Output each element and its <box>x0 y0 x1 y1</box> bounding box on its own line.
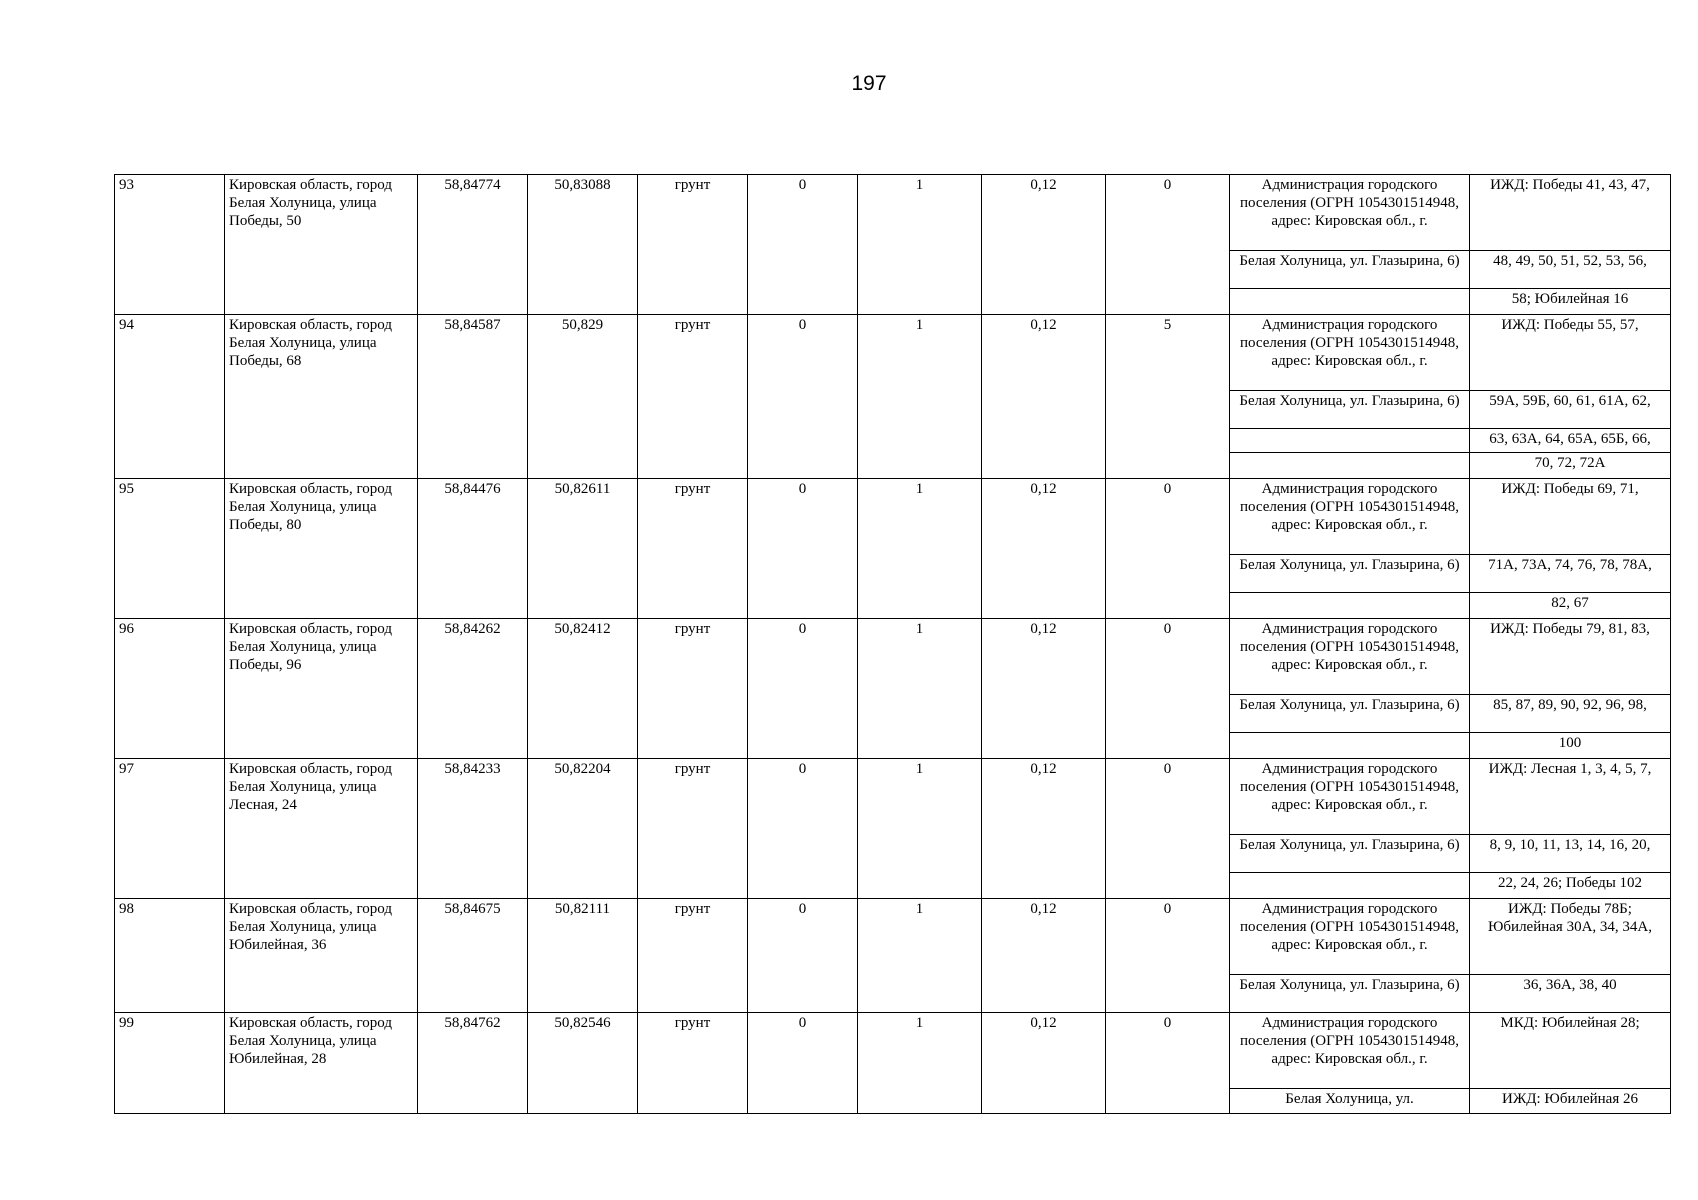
cell-surface: грунт <box>638 759 748 899</box>
cell-value: 1 <box>858 759 982 899</box>
cell-sources: 8, 9, 10, 11, 13, 14, 16, 20, <box>1470 835 1671 873</box>
cell-longitude: 50,82204 <box>528 759 638 899</box>
cell-value: 0 <box>748 175 858 315</box>
cell-owner: Администрация городского поселения (ОГРН 1054301514948, адрес: Кировская обл., г. <box>1230 759 1470 835</box>
cell-value: 0 <box>1106 175 1230 315</box>
cell-value: 0 <box>748 1013 858 1114</box>
cell-owner: Белая Холуница, ул. Глазырина, 6) <box>1230 975 1470 1013</box>
cell-address: Кировская область, город Белая Холуница, улица Победы, 68 <box>225 315 418 479</box>
cell-longitude: 50,82611 <box>528 479 638 619</box>
cell-sources: ИЖД: Победы 79, 81, 83, <box>1470 619 1671 695</box>
cell-value: 0,12 <box>982 175 1106 315</box>
cell-sources: 48, 49, 50, 51, 52, 53, 56, <box>1470 251 1671 289</box>
cell-owner <box>1230 453 1470 479</box>
cell-latitude: 58,84587 <box>418 315 528 479</box>
cell-value: 1 <box>858 175 982 315</box>
cell-sources: ИЖД: Лесная 1, 3, 4, 5, 7, <box>1470 759 1671 835</box>
cell-value: 0 <box>748 479 858 619</box>
registry-table <box>114 174 1671 1114</box>
cell-owner: Администрация городского поселения (ОГРН 1054301514948, адрес: Кировская обл., г. <box>1230 315 1470 391</box>
cell-value: 1 <box>858 899 982 1013</box>
cell-latitude: 58,84774 <box>418 175 528 315</box>
cell-number: 95 <box>115 479 225 619</box>
cell-number: 99 <box>115 1013 225 1114</box>
cell-sources: 58; Юбилейная 16 <box>1470 289 1671 315</box>
cell-value: 0 <box>748 619 858 759</box>
table-row <box>115 759 1671 835</box>
cell-sources: ИЖД: Победы 69, 71, <box>1470 479 1671 555</box>
cell-surface: грунт <box>638 479 748 619</box>
cell-sources: 70, 72, 72А <box>1470 453 1671 479</box>
cell-sources: 82, 67 <box>1470 593 1671 619</box>
cell-owner: Администрация городского поселения (ОГРН 1054301514948, адрес: Кировская обл., г. <box>1230 1013 1470 1089</box>
cell-latitude: 58,84762 <box>418 1013 528 1114</box>
cell-value: 0 <box>1106 479 1230 619</box>
page-number: 197 <box>851 72 887 95</box>
cell-owner <box>1230 289 1470 315</box>
cell-value: 0 <box>1106 619 1230 759</box>
cell-owner <box>1230 429 1470 453</box>
cell-number: 98 <box>115 899 225 1013</box>
cell-longitude: 50,82412 <box>528 619 638 759</box>
cell-owner: Белая Холуница, ул. Глазырина, 6) <box>1230 555 1470 593</box>
cell-owner <box>1230 733 1470 759</box>
cell-value: 1 <box>858 619 982 759</box>
table-row <box>115 175 1671 251</box>
cell-latitude: 58,84675 <box>418 899 528 1013</box>
cell-value: 0 <box>1106 1013 1230 1114</box>
cell-owner: Администрация городского поселения (ОГРН 1054301514948, адрес: Кировская обл., г. <box>1230 175 1470 251</box>
cell-value: 0 <box>748 899 858 1013</box>
cell-value: 0,12 <box>982 759 1106 899</box>
cell-sources: ИЖД: Юбилейная 26 <box>1470 1089 1671 1114</box>
cell-value: 5 <box>1106 315 1230 479</box>
cell-owner: Администрация городского поселения (ОГРН 1054301514948, адрес: Кировская обл., г. <box>1230 619 1470 695</box>
cell-number: 97 <box>115 759 225 899</box>
cell-sources: ИЖД: Победы 41, 43, 47, <box>1470 175 1671 251</box>
cell-sources: 100 <box>1470 733 1671 759</box>
cell-value: 1 <box>858 479 982 619</box>
cell-number: 96 <box>115 619 225 759</box>
cell-longitude: 50,82546 <box>528 1013 638 1114</box>
cell-owner: Белая Холуница, ул. Глазырина, 6) <box>1230 251 1470 289</box>
cell-owner: Администрация городского поселения (ОГРН 1054301514948, адрес: Кировская обл., г. <box>1230 899 1470 975</box>
cell-sources: ИЖД: Победы 55, 57, <box>1470 315 1671 391</box>
cell-value: 0,12 <box>982 619 1106 759</box>
table-row <box>115 1013 1671 1089</box>
table-row <box>115 899 1671 975</box>
cell-longitude: 50,82111 <box>528 899 638 1013</box>
cell-sources: МКД: Юбилейная 28; <box>1470 1013 1671 1089</box>
cell-address: Кировская область, город Белая Холуница, улица Победы, 50 <box>225 175 418 315</box>
cell-longitude: 50,829 <box>528 315 638 479</box>
cell-address: Кировская область, город Белая Холуница, улица Юбилейная, 28 <box>225 1013 418 1114</box>
cell-latitude: 58,84233 <box>418 759 528 899</box>
table-row <box>115 315 1671 391</box>
table-row <box>115 619 1671 695</box>
cell-value: 0,12 <box>982 479 1106 619</box>
cell-sources: 63, 63А, 64, 65А, 65Б, 66, <box>1470 429 1671 453</box>
cell-owner: Белая Холуница, ул. <box>1230 1089 1470 1114</box>
cell-address: Кировская область, город Белая Холуница, улица Победы, 80 <box>225 479 418 619</box>
cell-surface: грунт <box>638 1013 748 1114</box>
cell-address: Кировская область, город Белая Холуница, улица Юбилейная, 36 <box>225 899 418 1013</box>
cell-sources: 36, 36А, 38, 40 <box>1470 975 1671 1013</box>
cell-value: 0 <box>748 759 858 899</box>
cell-owner: Администрация городского поселения (ОГРН 1054301514948, адрес: Кировская обл., г. <box>1230 479 1470 555</box>
cell-surface: грунт <box>638 899 748 1013</box>
cell-value: 0 <box>748 315 858 479</box>
cell-value: 0,12 <box>982 315 1106 479</box>
cell-address: Кировская область, город Белая Холуница, улица Победы, 96 <box>225 619 418 759</box>
cell-surface: грунт <box>638 619 748 759</box>
cell-number: 93 <box>115 175 225 315</box>
cell-surface: грунт <box>638 175 748 315</box>
table-row <box>115 479 1671 555</box>
cell-sources: 71А, 73А, 74, 76, 78, 78А, <box>1470 555 1671 593</box>
cell-surface: грунт <box>638 315 748 479</box>
cell-owner <box>1230 593 1470 619</box>
cell-owner <box>1230 873 1470 899</box>
cell-value: 0,12 <box>982 1013 1106 1114</box>
cell-value: 1 <box>858 1013 982 1114</box>
cell-value: 0 <box>1106 899 1230 1013</box>
cell-sources: 59А, 59Б, 60, 61, 61А, 62, <box>1470 391 1671 429</box>
cell-value: 1 <box>858 315 982 479</box>
cell-sources: 85, 87, 89, 90, 92, 96, 98, <box>1470 695 1671 733</box>
cell-address: Кировская область, город Белая Холуница, улица Лесная, 24 <box>225 759 418 899</box>
cell-value: 0,12 <box>982 899 1106 1013</box>
cell-longitude: 50,83088 <box>528 175 638 315</box>
cell-owner: Белая Холуница, ул. Глазырина, 6) <box>1230 835 1470 873</box>
cell-value: 0 <box>1106 759 1230 899</box>
cell-owner: Белая Холуница, ул. Глазырина, 6) <box>1230 391 1470 429</box>
cell-sources: 22, 24, 26; Победы 102 <box>1470 873 1671 899</box>
cell-number: 94 <box>115 315 225 479</box>
cell-latitude: 58,84262 <box>418 619 528 759</box>
cell-latitude: 58,84476 <box>418 479 528 619</box>
cell-sources: ИЖД: Победы 78Б; Юбилейная 30А, 34, 34А, <box>1470 899 1671 975</box>
cell-owner: Белая Холуница, ул. Глазырина, 6) <box>1230 695 1470 733</box>
